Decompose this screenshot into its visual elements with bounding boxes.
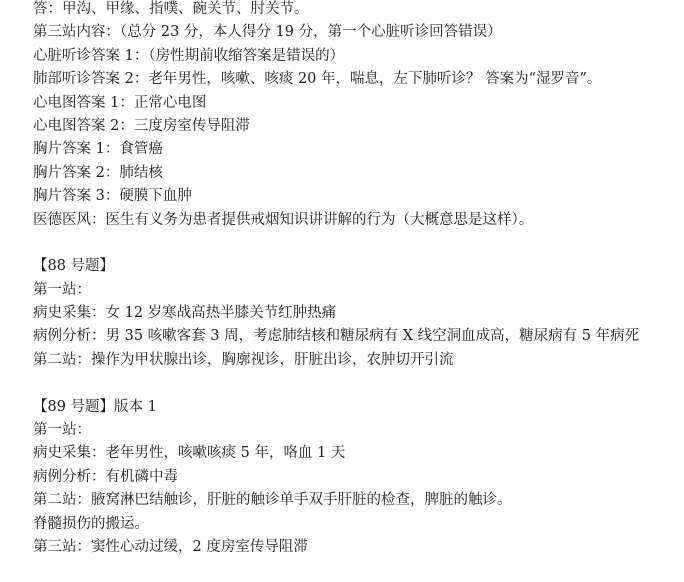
text-line: 病例分析：男 35 咳嗽客套 3 周，考虑肺结核和糖尿病有 X 线空洞血成高，糖尿病有 5 年病死 xyxy=(33,328,640,345)
text-line: 肺部听诊答案 2：老年男性，咳嗽、咳痰 20 年，喘息，左下肺听诊？ 答案为“湿罗音”。 xyxy=(33,71,602,88)
text-line: 胸片答案 3：硬膜下血肿 xyxy=(33,188,192,205)
blank-line xyxy=(33,232,673,255)
text-line: 心脏听诊答案 1：（房性期前收缩答案是错误的） xyxy=(33,47,345,64)
text-line: 第二站：腋窝淋巴结触诊，肝脏的触诊单手双手肝脏的检查，脾脏的触诊。 xyxy=(33,492,512,509)
text-line: 胸片答案 1：食管癌 xyxy=(33,141,163,158)
text-line: 病例分析：有机磷中毒 xyxy=(33,468,178,485)
text-line: 心电图答案 1：正常心电图 xyxy=(33,94,207,111)
text-line: 第二站：操作为甲状腺出诊，胸廓视诊，肝脏出诊，农肿切开引流 xyxy=(33,351,454,368)
question-heading: 【88 号题】 xyxy=(33,258,115,275)
text-line: 胸片答案 2：肺结核 xyxy=(33,164,163,181)
station-heading: 第一站： xyxy=(33,281,91,298)
text-line: 第三站：窦性心动过缓，2 度房室传导阻滞 xyxy=(33,539,308,555)
section-heading: 第三站内容：（总分 23 分，本人得分 19 分，第一个心脏听诊回答错误） xyxy=(33,24,502,41)
blank-line xyxy=(33,372,673,395)
text-line: 病史采集：女 12 岁寒战高热半膝关节红肿热痛 xyxy=(33,305,337,322)
text-line: 脊髓损伤的搬运。 xyxy=(33,515,149,532)
text-line: 病史采集：老年男性，咳嗽咳痰 5 年，咯血 1 天 xyxy=(33,445,346,462)
text-line: 医德医风：医生有义务为患者提供戒烟知识讲讲解的行为（大概意思是这样）。 xyxy=(33,211,534,228)
text-line: 答：甲沟、甲缘、指噗、碗关节、肘关节。 xyxy=(33,1,309,17)
station-heading: 第一站： xyxy=(33,422,91,439)
text-line: 心电图答案 2：三度房室传导阻滞 xyxy=(33,117,250,134)
document-body xyxy=(33,0,673,559)
question-heading: 【89 号题】版本 1 xyxy=(33,398,157,415)
